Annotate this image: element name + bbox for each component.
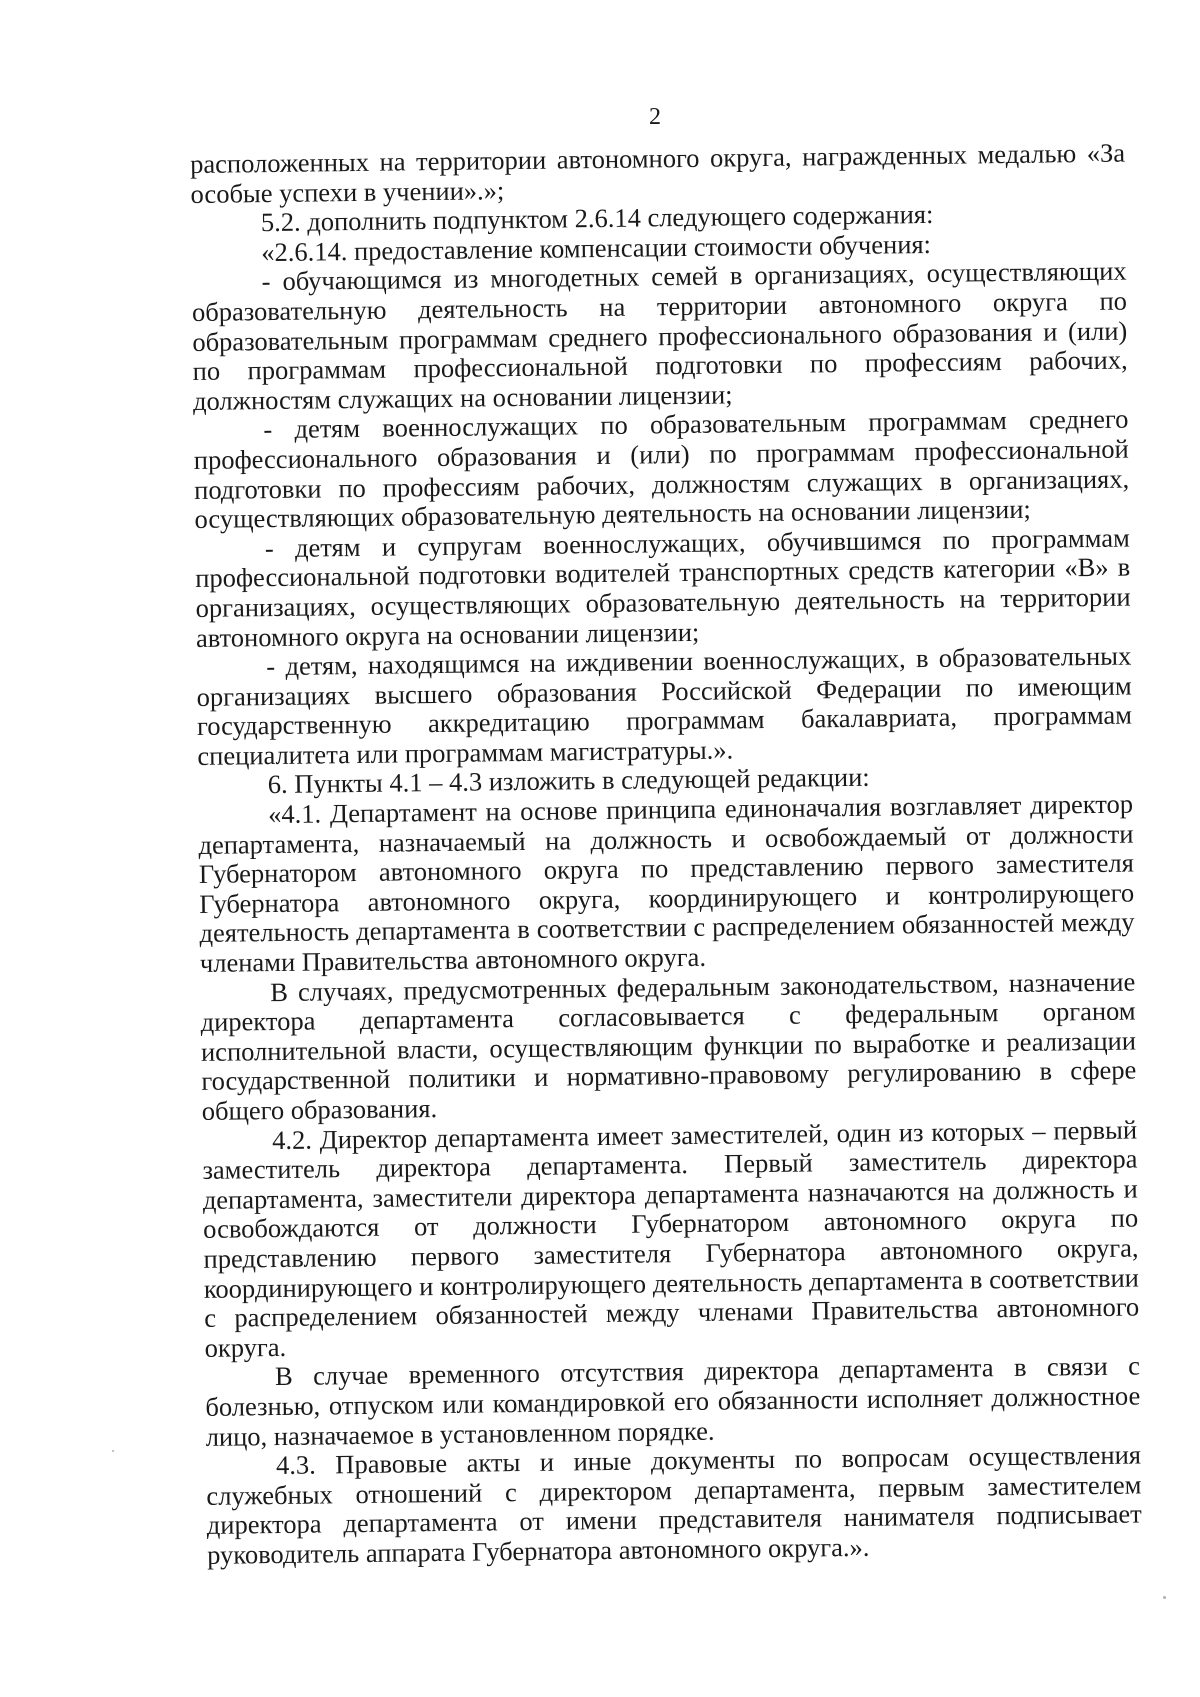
page-number: 2 — [649, 104, 661, 130]
scan-speck — [1163, 1596, 1166, 1599]
paragraph-6: 6. Пункты 4.1 – 4.3 изложить в следующей редакции: — [267, 762, 870, 800]
paragraph-4-2-absence: В случае временного отсутствия директора департамента в связи с болезнью, отпуском или командировкой его обязанности исполняет должностное лицо, назначаемое в установленном порядке. — [205, 1350, 1141, 1452]
paragraph-4-3: 4.3. Правовые акты и иные документы по вопросам осуществления служебных отношений с директором департамента, первым заместителем директора департамента от имени представителя нанимателя подписывает руководитель аппарата Губернатора автономного округа.». — [206, 1439, 1142, 1570]
paragraph-4-2: 4.2. Директор департамента имеет заместителей, один из которых – первый заместитель директора департамента. Первый заместитель директора департамента, заместители директора департамента назначаются на должность и освобождаются от должности Губернатором автономного округа по представлению первого заместителя Губернатора автономного округа, координирующего и контролирующего деятельность департамента в соответствии с распределением обязанностей между членами Правительства автономного округа. — [202, 1114, 1140, 1363]
paragraph-continuation: расположенных на территории автономного округа, награжденных медалью «За особые успехи в учении».»; — [189, 137, 1126, 209]
paragraph-4-1-federal: В случаях, предусмотренных федеральным законодательством, назначение директора департамента согласовывается с федеральным органом исполнительной власти, осуществляющим функции по выработке и реализации государственной политики и нормативно-правовому регулированию в сфере общего образования. — [200, 966, 1137, 1126]
paragraph-5-2: 5.2. дополнить подпунктом 2.6.14 следующего содержания: — [260, 199, 934, 238]
scan-speck — [112, 1450, 114, 1452]
document-body — [190, 139, 1142, 1571]
paragraph-4-1: «4.1. Департамент на основе принципа единоначалия возглавляет директор департамента, назначаемый на должность и освобождаемый от должности Губернатором автономного округа по представлению первого заместителя Губернатора автономного округа, координирующего и контролирующего деятельность департамента в соответствии с распределением обязанностей между членами Правительства автономного округа. — [198, 788, 1135, 978]
list-item-military-dependents: - детям, находящимся на иждивении военнослужащих, в образовательных организациях высшего образования Российской Федерации по имеющим государственную аккредитацию программам бакалавриата, программам специалитета или программам магистратуры.». — [196, 640, 1133, 771]
paragraph-2-6-14: «2.6.14. предоставление компенсации стоимости обучения: — [261, 228, 932, 267]
list-item-military-children: - детям военнослужащих по образовательным программам среднего профессионального образования и (или) по программам профессиональной подготовки по профессиям рабочих, должностям служащих в организациях, осуществляющих образовательную деятельность на основании лицензии; — [193, 403, 1130, 535]
list-item-large-families: - обучающимся из многодетных семей в организациях, осуществляющих образовательную деятельность на территории автономного округа по образовательным программам среднего профессионального образования и (или) по программам профессиональной подготовки по профессиям рабочих, должностям служащих на основании лицензии; — [191, 255, 1128, 416]
list-item-military-spouses: - детям и супругам военнослужащих, обучившимся по программам профессиональной подготовки водителей транспортных средств категории «В» в организациях, осуществляющих образовательную деятельность на территории автономного округа на основании лицензии; — [195, 522, 1131, 653]
